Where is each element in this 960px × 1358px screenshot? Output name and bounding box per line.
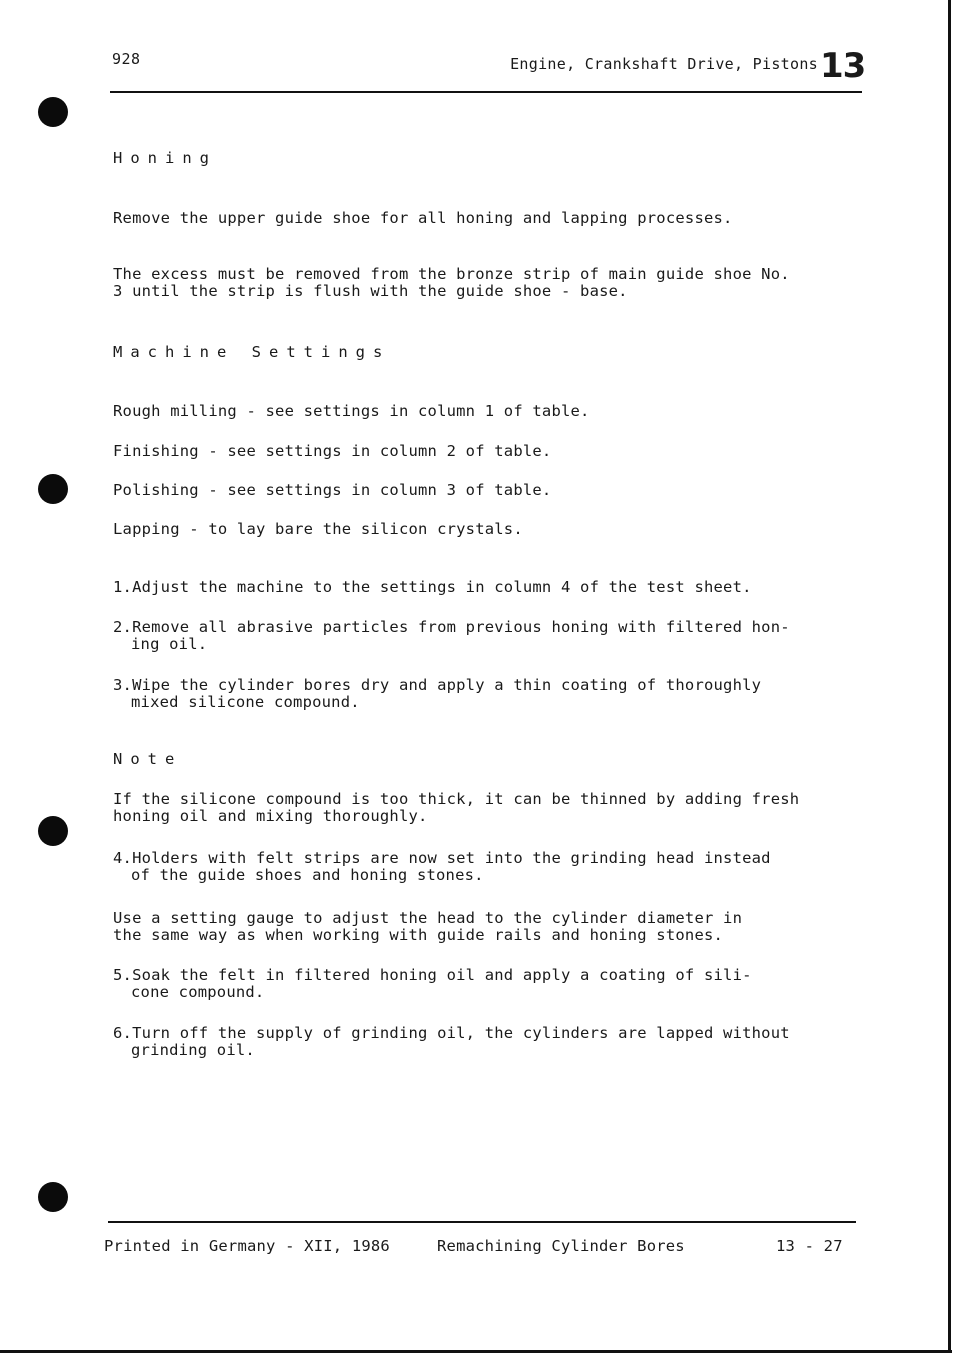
footer-printed: Printed in Germany - XII, 1986 (104, 1237, 390, 1255)
scan-edge-bottom (0, 1350, 952, 1353)
note-heading: Note (113, 750, 183, 768)
punch-hole (38, 97, 68, 127)
rough-milling-line: Rough milling - see settings in column 1 of table. (113, 402, 590, 420)
footer-page-number: 13 - 27 (776, 1237, 843, 1255)
polishing-line: Polishing - see settings in column 3 of table. (113, 481, 552, 499)
honing-paragraph-1: Remove the upper guide shoe for all honing and lapping processes. (113, 209, 733, 227)
punch-hole (38, 816, 68, 846)
note-line-2: honing oil and mixing thoroughly. (113, 807, 428, 825)
step-1: 1.Adjust the machine to the settings in column 4 of the test sheet. (113, 578, 752, 596)
honing-heading: Honing (113, 149, 217, 167)
footer-rule (108, 1221, 856, 1223)
step-6-line-2: grinding oil. (131, 1041, 255, 1059)
gauge-paragraph-line-1: Use a setting gauge to adjust the head to the cylinder diameter in (113, 909, 743, 927)
header-model: 928 (112, 50, 141, 68)
step-3-line-1: 3.Wipe the cylinder bores dry and apply a thin coating of thoroughly (113, 676, 762, 694)
honing-paragraph-2-line-2: 3 until the strip is flush with the guide shoe - base. (113, 282, 628, 300)
step-2-line-1: 2.Remove all abrasive particles from previous honing with filtered hon- (113, 618, 790, 636)
step-3-line-2: mixed silicone compound. (131, 693, 360, 711)
step-4-line-1: 4.Holders with felt strips are now set into the grinding head instead (113, 849, 771, 867)
header-rule (110, 91, 862, 93)
step-5-line-1: 5.Soak the felt in filtered honing oil and apply a coating of sili- (113, 966, 752, 984)
lapping-line: Lapping - to lay bare the silicon crystals. (113, 520, 523, 538)
punch-hole (38, 474, 68, 504)
footer-section-title: Remachining Cylinder Bores (437, 1237, 685, 1255)
step-4-line-2: of the guide shoes and honing stones. (131, 866, 484, 884)
punch-hole (38, 1182, 68, 1212)
note-line-1: If the silicone compound is too thick, it can be thinned by adding fresh (113, 790, 800, 808)
finishing-line: Finishing - see settings in column 2 of table. (113, 442, 552, 460)
header-chapter-number: 13 (820, 46, 866, 86)
step-2-line-2: ing oil. (131, 635, 208, 653)
header-title: Engine, Crankshaft Drive, Pistons (510, 55, 818, 73)
step-6-line-1: 6.Turn off the supply of grinding oil, the cylinders are lapped without (113, 1024, 790, 1042)
scan-edge-right (948, 0, 951, 1352)
machine-settings-heading: Machine Settings (113, 343, 391, 361)
honing-paragraph-2-line-1: The excess must be removed from the bronze strip of main guide shoe No. (113, 265, 790, 283)
gauge-paragraph-line-2: the same way as when working with guide rails and honing stones. (113, 926, 724, 944)
step-5-line-2: cone compound. (131, 983, 265, 1001)
